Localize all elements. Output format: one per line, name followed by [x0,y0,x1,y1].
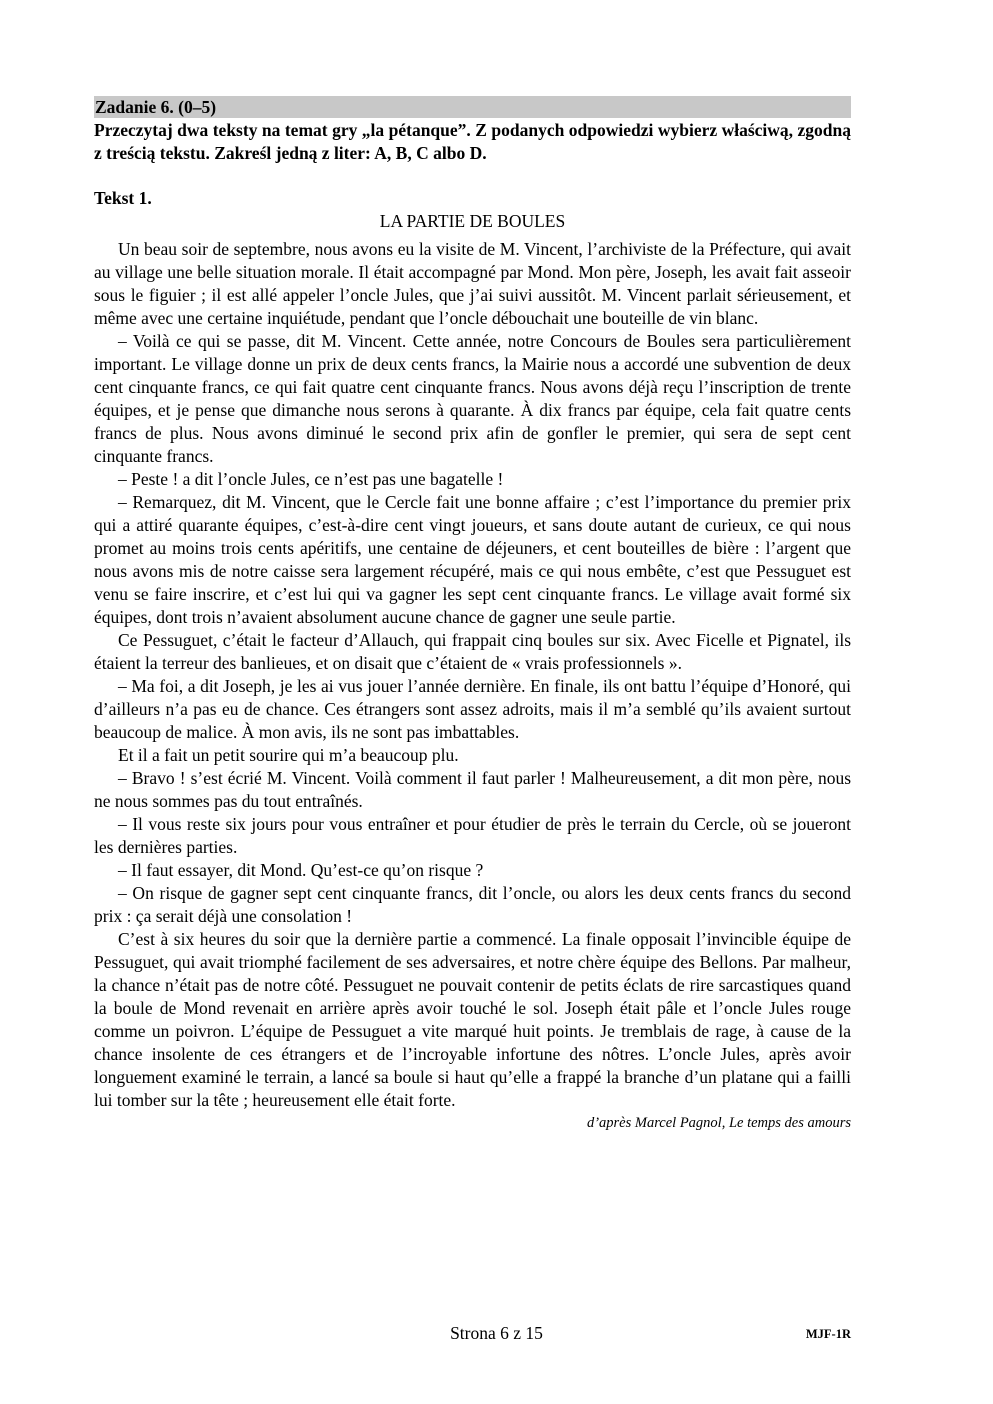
page-number: Strona 6 z 15 [450,1323,543,1343]
exam-code: MJF-1R [805,1327,851,1341]
story-paragraph: – Remarquez, dit M. Vincent, que le Cercle fait une bonne affaire ; c’est l’importance du premier prix qui a attiré quarante équipes, c’est-à-dire cent vingt joueurs, et sans doute autant de curieux, ce qui nous promet au moins trois cents apéritifs, une centaine de déjeuners, et cent bouteilles de bière : l’argent que nous avons mis de notre caisse sera largement récupéré, mais ce qui nous embête, c’est que Pessuguet est venu se faire inscrire, et c’est lui qui va gagner les sept cent cinquante francs. Le village avait formé six équipes, dont trois n’avaient absolument aucune chance de gagner une seule partie. [94,492,851,627]
task-header: Zadanie 6. (0–5) [94,96,851,118]
story-body [94,238,851,1112]
story-paragraph: – Bravo ! s’est écrié M. Vincent. Voilà comment il faut parler ! Malheureusement, a dit mon père, nous ne nous sommes pas du tout entraînés. [94,768,851,811]
story-paragraph: – Ma foi, a dit Joseph, je les ai vus jouer l’année dernière. En finale, ils ont battu l’équipe d’Honoré, qui d’ailleurs n’a pas eu de chance. Ces étrangers sont assez adroits, mais il m’a semblé qu’ils avaient surtout beaucoup de malice. À mon avis, ils ne sont pas imbattables. [94,676,851,742]
exam-page-content [94,96,851,1133]
source-attribution: d’après Marcel Pagnol, Le temps des amours [586,1115,851,1131]
text-label: Tekst 1. [94,188,152,208]
story-paragraph: – On risque de gagner sept cent cinquante francs, dit l’oncle, ou alors les deux cents francs du second prix : ça serait déjà une consolation ! [94,883,851,926]
task-instruction: Przeczytaj dwa teksty na temat gry „la pétanque”. Z podanych odpowiedzi wybierz właściwą, zgodną z treścią tekstu. Zakreśl jedną z liter: A, B, C albo D. [94,120,851,163]
story-paragraph: – Il vous reste six jours pour vous entraîner et pour étudier de près le terrain du Cercle, où se joueront les dernières parties. [94,814,851,857]
story-paragraph: Ce Pessuguet, c’était le facteur d’Allauch, qui frappait cinq boules sur six. Avec Ficelle et Pignatel, ils étaient la terreur des banlieues, et on disait que c’étaient de « vrais professionnels ». [94,630,851,673]
story-paragraph: Un beau soir de septembre, nous avons eu la visite de M. Vincent, l’archiviste de la Préfecture, qui avait au village une belle situation morale. Il était accompagné par Mond. Mon père, Joseph, les avait fait asseoir sous le figuier ; il est allé appeler l’oncle Jules, que j’ai suivi aussitôt. M. Vincent parlait sérieusement, et même avec une certaine inquiétude, pendant que l’oncle débouchait une bouteille de vin blanc. [94,239,851,328]
story-paragraph: C’est à six heures du soir que la dernière partie a commencé. La finale opposait l’invincible équipe de Pessuguet, qui avait triomphé facilement de ses adversaires, et notre chère équipe des Bellons. Par malheur, la chance n’était pas de notre côté. Pessuguet ne pouvait contenir de petits éclats de rire sarcastiques quand la boule de Mond revenait en arrière après avoir touché le sol. Joseph était pâle et l’oncle Jules rouge comme un poivron. L’équipe de Pessuguet a vite marqué huit points. Je tremblais de rage, à cause de la chance insolente de ces étrangers et de l’incroyable infortune des nôtres. L’oncle Jules, après avoir longuement examiné le terrain, a lancé sa boule si haut qu’elle a frappé la branche d’un platane qui a failli lui tomber sur la tête ; heureusement elle était forte. [94,929,851,1110]
story-paragraph: – Peste ! a dit l’oncle Jules, ce n’est pas une bagatelle ! [118,469,504,489]
story-paragraph: Et il a fait un petit sourire qui m’a beaucoup plu. [118,745,459,765]
story-title: LA PARTIE DE BOULES [379,211,566,231]
story-paragraph: – Voilà ce qui se passe, dit M. Vincent. Cette année, notre Concours de Boules sera particulièrement important. Le village donne un prix de deux cents francs, la Mairie nous a accordé une subvention de deux cent cinquante francs, ce qui fait quatre cent cinquante francs. Nous avons déjà reçu l’inscription de trente équipes, et je pense que dimanche nous serons à quarante. À dix francs par équipe, cela fait quatre cents francs de plus. Nous avons diminué le second prix afin de gonfler le premier, qui sera de sept cent cinquante francs. [94,331,851,466]
story-paragraph: – Il faut essayer, dit Mond. Qu’est-ce qu’on risque ? [118,860,484,880]
